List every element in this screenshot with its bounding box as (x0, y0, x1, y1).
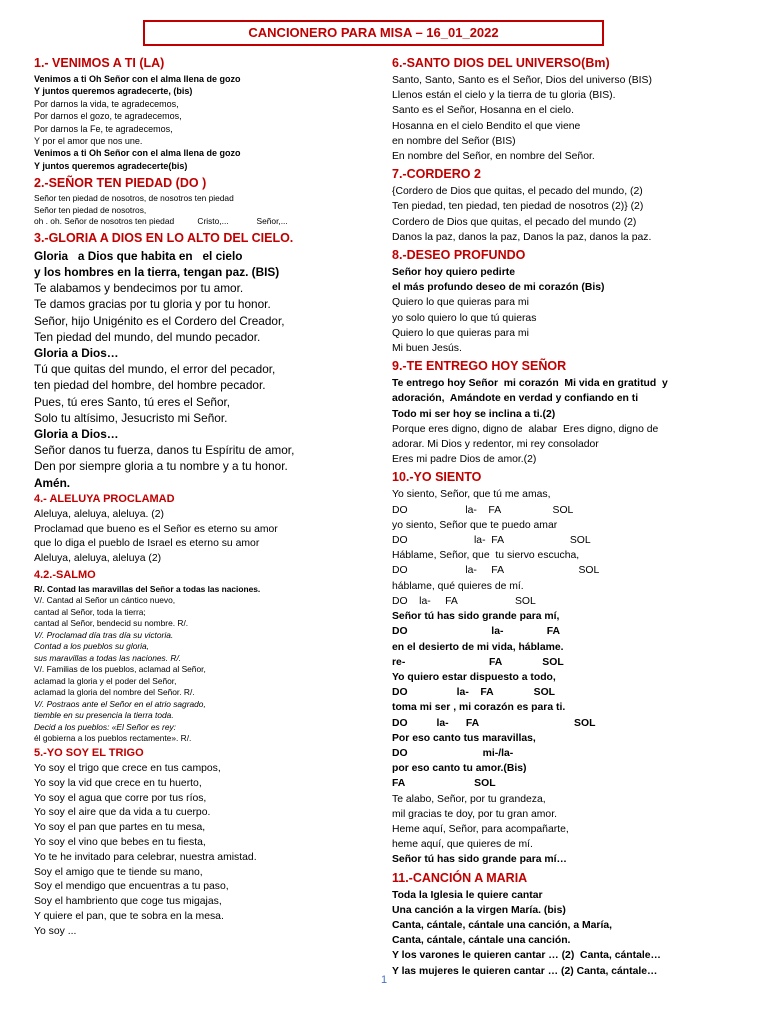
lyric-line: toma mi ser , mi corazón es para ti. (392, 702, 566, 714)
lyric-line: Yo siento, Señor, que tú me amas, (392, 489, 551, 501)
lyric-line: Y por el amor que nos une. (34, 136, 143, 147)
lyric-line: cantad al Señor, toda la tierra; (34, 606, 146, 617)
song-lyrics (392, 888, 742, 979)
lyric-line: Señor ten piedad de nosotros, (34, 204, 147, 215)
lyric-line: DO la- FA (392, 626, 561, 638)
song-lyrics (392, 265, 742, 356)
lyric-line: cantad al Señor, bendecid su nombre. R/. (34, 618, 189, 629)
lyric-line: Llenos están el cielo y la tierra de tu gloria (BIS). (392, 90, 616, 102)
lyric-line: DO mi-/la- (392, 747, 514, 759)
lyric-line: Por eso canto tus maravillas, (392, 732, 536, 744)
lyric-line: Por darnos la Fe, te agradecemos, (34, 123, 173, 134)
lyric-line: Venimos a ti Oh Señor con el alma llena de gozo (34, 74, 241, 84)
song-heading: 2.-SEÑOR TEN PIEDAD (DO ) (34, 176, 207, 191)
lyric-line: Soy el mendigo que encuentras a tu paso, (34, 881, 229, 893)
lyric-line: adorar. Mi Dios y redentor, mi rey consolador (392, 439, 599, 451)
song-heading: 4.2.-SALMO (34, 568, 96, 581)
lyric-line: Y quiere el pan, que te sobra en la mesa. (34, 910, 224, 922)
lyric-line: Gloria a Dios… (34, 345, 119, 360)
song-heading: 3.-GLORIA A DIOS EN LO ALTO DEL CIELO. (34, 230, 294, 245)
lyric-line: DO la- FA SOL (392, 595, 536, 607)
page-number: 1 (380, 974, 388, 986)
lyric-line: DO la- FA SOL (392, 504, 574, 516)
lyric-line: por eso canto tu amor.(Bis) (392, 763, 527, 775)
lyric-line: Hosanna en el cielo Bendito el que viene (392, 120, 581, 132)
lyric-line: Yo soy el trigo que crece en tus campos, (34, 762, 221, 774)
lyric-line: Yo soy el pan que partes en tu mesa, (34, 822, 206, 834)
lyric-line: Señor, hijo Unigénito es el Cordero del Creador, (34, 313, 285, 328)
lyric-line: V/. Familias de los pueblos, aclamad al Señor, (34, 664, 206, 675)
lyric-line: Decid a los pueblos: «El Señor es rey: (34, 721, 176, 732)
lyric-line: sus maravillas a todas las naciones. R/. (34, 652, 182, 663)
lyric-line: re- FA SOL (392, 656, 564, 668)
lyric-line: ten piedad del hombre, del hombre pecador. (34, 378, 266, 393)
lyric-line: Soy el hambriento que coge tus migajas, (34, 896, 222, 908)
song-lyrics (392, 376, 742, 467)
song-heading: 8.-DESEO PROFUNDO (392, 248, 526, 263)
lyric-line: Ten piedad del mundo, del mundo pecador. (34, 329, 261, 344)
lyric-line: Por darnos la vida, te agradecemos, (34, 98, 179, 109)
song-lyrics (34, 762, 374, 940)
lyric-line: y los hombres en la tierra, tengan paz. (BIS) (34, 264, 280, 279)
lyric-line: Gloria a Dios… (34, 426, 119, 441)
lyric-line: aclamad la gloria y el poder del Señor, (34, 675, 177, 686)
lyric-line: {Cordero de Dios que quitas, el pecado del mundo, (2) (392, 186, 643, 198)
lyric-line: háblame, qué quieres de mí. (392, 580, 524, 592)
lyric-line: Por darnos el gozo, te agradecemos, (34, 111, 182, 122)
lyric-line: Yo soy el agua que corre por tus ríos, (34, 792, 207, 804)
lyric-line: Contad a los pueblos su gloria, (34, 641, 149, 652)
lyric-line: Yo soy ... (34, 925, 77, 937)
lyric-line: Señor tú has sido grande para mí… (392, 854, 567, 866)
lyric-line: Ten piedad, ten piedad, ten piedad de nosotros (2)} (2) (392, 201, 644, 213)
lyric-line: Amén. (34, 475, 71, 490)
lyric-line: V/. Postraos ante el Señor en el atrio sagrado, (34, 698, 206, 709)
lyric-line: Eres mi padre Dios de amor.(2) (392, 454, 537, 466)
lyric-line: Solo tu altísimo, Jesucristo mi Señor. (34, 410, 228, 425)
song-lyrics (392, 184, 742, 245)
lyric-line: R/. Contad las maravillas del Señor a todas las naciones. (34, 583, 261, 594)
lyric-line: Aleluya, aleluya, aleluya. (2) (34, 508, 164, 520)
lyric-line: él gobierna a los pueblos rectamente». R/. (34, 733, 192, 744)
song-heading: 1.- VENIMOS A TI (LA) (34, 56, 165, 70)
lyric-line: DO la- FA SOL (392, 565, 600, 577)
lyric-line: V/. Cantad al Señor un cántico nuevo, (34, 595, 176, 606)
lyric-line: Den por siempre gloria a tu nombre y a tu honor. (34, 459, 288, 474)
lyric-line: DO la- FA SOL (392, 687, 556, 699)
song-heading: 4.- ALELUYA PROCLAMAD (34, 492, 175, 505)
lyric-line: Tú que quitas del mundo, el error del pecador, (34, 362, 276, 377)
song-heading: 9.-TE ENTREGO HOY SEÑOR (392, 359, 567, 374)
lyric-line: Y los varones le quieren cantar … (2) Canta, cántale… (392, 950, 661, 962)
lyric-line: V/. Proclamad día tras día su victoria. (34, 629, 174, 640)
left-column (34, 54, 374, 940)
lyric-line: Yo te he invitado para celebrar, nuestra amistad. (34, 851, 257, 863)
lyric-line: en nombre del Señor (BIS) (392, 135, 516, 147)
lyric-line: FA SOL (392, 778, 496, 790)
lyric-line: Una canción a la virgen María. (bis) (392, 904, 566, 916)
lyric-line: DO la- FA SOL (392, 717, 596, 729)
lyric-line: Yo quiero estar dispuesto a todo, (392, 671, 556, 683)
lyric-line: Todo mi ser hoy se inclina a ti.(2) (392, 408, 556, 420)
lyric-line: Canta, cántale, cántale una canción. (392, 935, 571, 947)
lyric-line: Yo soy la vid que crece en tu huerto, (34, 777, 202, 789)
lyric-line: Y juntos queremos agradecerte(bis) (34, 160, 188, 171)
lyric-line: heme aquí, que quieres de mí. (392, 839, 533, 851)
lyric-line: Proclamad que bueno es el Señor es eterno su amor (34, 523, 278, 535)
song-heading: 10.-YO SIENTO (392, 470, 482, 485)
song-heading: 11.-CANCIÓN A MARIA (392, 870, 528, 885)
song-lyrics (34, 508, 374, 567)
lyric-line: Quiero lo que quieras para mi (392, 327, 529, 339)
song-lyrics (34, 584, 374, 745)
song-heading: 7.-CORDERO 2 (392, 167, 481, 182)
lyric-line: Señor tú has sido grande para mí, (392, 611, 560, 623)
song-lyrics (392, 73, 742, 164)
lyric-line: Señor ten piedad de nosotros, de nosotros ten piedad (34, 193, 234, 204)
lyric-line: en el desierto de mi vida, háblame. (392, 641, 564, 653)
lyric-line: Quiero lo que quieras para mi (392, 297, 529, 309)
lyric-line: yo solo quiero lo que tú quieras (392, 312, 537, 324)
lyric-line: yo siento, Señor que te puedo amar (392, 519, 558, 531)
lyric-line: Te alabo, Señor, por tu grandeza, (392, 793, 546, 805)
lyric-line: Háblame, Señor, que tu siervo escucha, (392, 550, 580, 562)
song-lyrics (392, 487, 742, 867)
lyric-line: DO la- FA SOL (392, 535, 591, 547)
lyric-line: Porque eres digno, digno de alabar Eres digno, digno de (392, 423, 659, 435)
lyric-line: Toda la Iglesia le quiere cantar (392, 889, 543, 901)
lyric-line: Te damos gracias por tu gloria y por tu honor. (34, 297, 271, 312)
lyric-line: Venimos a ti Oh Señor con el alma llena de gozo (34, 148, 241, 159)
lyric-line: Santo, Santo, Santo es el Señor, Dios del universo (BIS) (392, 75, 652, 86)
lyric-line: Canta, cántale, cántale una canción, a María, (392, 919, 613, 931)
lyric-line: adoración, Amándote en verdad y confiando en ti (392, 393, 639, 405)
lyric-line: Y las mujeres le quieren cantar … (2) Canta, cántale… (392, 965, 658, 977)
lyric-line: oh . oh. Señor de nosotros ten piedad Cristo,... Señor,... (34, 216, 288, 227)
lyric-line: Y juntos queremos agradecerte, (bis) (34, 86, 193, 97)
lyric-line: Soy el amigo que te tiende su mano, (34, 866, 203, 878)
lyric-line: Aleluya, aleluya, aleluya (2) (34, 553, 162, 565)
lyric-line: el más profundo deseo de mi corazón (Bis) (392, 282, 605, 294)
right-column (392, 54, 742, 979)
lyric-line: Señor hoy quiero pedirte (392, 267, 515, 279)
song-heading: 6.-SANTO DIOS DEL UNIVERSO(Bm) (392, 56, 610, 70)
song-lyrics (34, 193, 374, 228)
lyric-line: Danos la paz, danos la paz, Danos la paz, danos la paz. (392, 231, 652, 243)
lyric-line: Señor danos tu fuerza, danos tu Espíritu de amor, (34, 443, 295, 458)
lyric-line: Te alabamos y bendecimos por tu amor. (34, 281, 244, 296)
lyric-line: Gloria a Dios que habita en el cielo (34, 248, 243, 263)
song-lyrics (34, 73, 374, 172)
document-title: CANCIONERO PARA MISA – 16_01_2022 (143, 20, 604, 46)
lyric-line: aclamad la gloria del nombre del Señor. R/. (34, 687, 195, 698)
lyric-line: tiemble en su presencia la tierra toda. (34, 710, 174, 721)
song-heading: 5.-YO SOY EL TRIGO (34, 746, 144, 759)
lyric-line: Santo es el Señor, Hosanna en el cielo. (392, 105, 574, 117)
lyric-line: Yo soy el aire que da vida a tu cuerpo. (34, 807, 211, 819)
lyric-line: En nombre del Señor, en nombre del Señor. (392, 151, 595, 163)
lyric-line: Cordero de Dios que quitas, el pecado del mundo (2) (392, 216, 637, 228)
lyric-line: Heme aquí, Señor, para acompañarte, (392, 823, 569, 835)
lyric-line: mil gracias te doy, por tu gran amor. (392, 808, 557, 820)
lyric-line: Pues, tú eres Santo, tú eres el Señor, (34, 394, 231, 409)
lyric-line: Mi buen Jesús. (392, 343, 462, 355)
song-lyrics (34, 248, 374, 491)
lyric-line: Yo soy el vino que bebes en tu fiesta, (34, 836, 206, 848)
lyric-line: Te entrego hoy Señor mi corazón Mi vida en gratitud y (392, 378, 668, 390)
lyric-line: que lo diga el pueblo de Israel es eterno su amor (34, 538, 260, 550)
